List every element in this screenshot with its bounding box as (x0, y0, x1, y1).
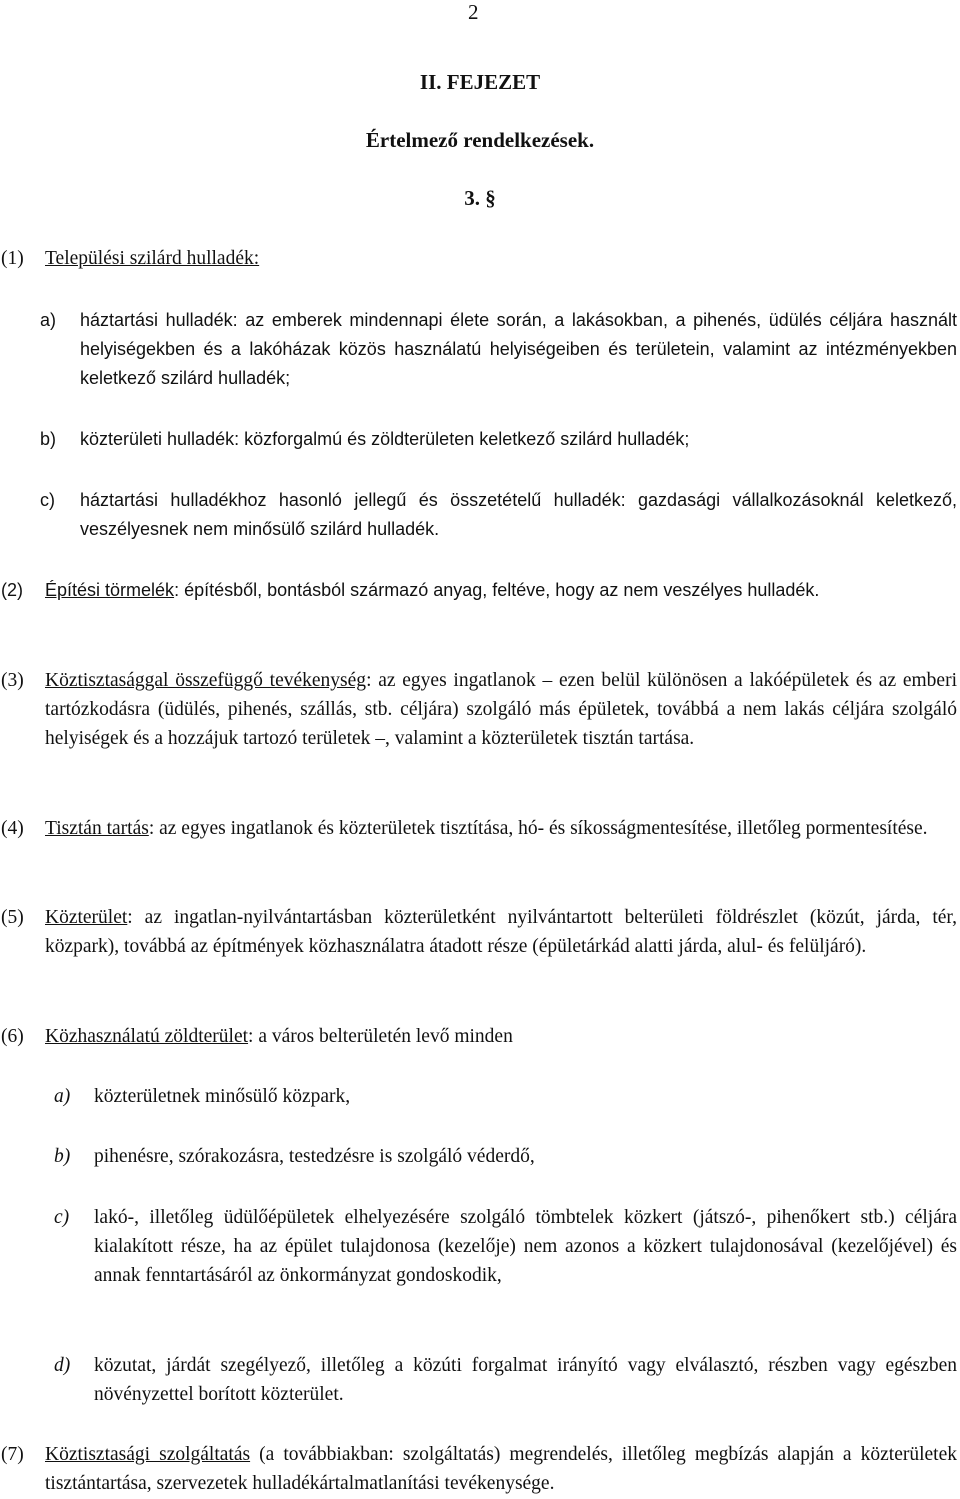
paragraph-6 (1, 1022, 957, 1051)
paragraph-number: (7) (1, 1444, 24, 1465)
paragraph-number: (5) (1, 907, 24, 928)
item-text: közterületi hulladék: közforgalmú és zöldterületen keletkező szilárd hulladék; (80, 429, 690, 449)
item-6b (54, 1142, 957, 1171)
page-number: 2 (468, 0, 479, 24)
paragraph-4 (1, 814, 957, 843)
item-text: lakó-, illetőleg üdülőépületek elhelyezésére szolgáló tömbtelek közkert (játszó-, pihenőkert stb.) céljára kialakított része, ha az épület tulajdonosa (kezelője) nem azonos a közkert tulajdonosával (kezelőjével) és annak fenntartásáról az önkormányzat gondoskodik, (94, 1207, 957, 1286)
paragraph-3 (1, 666, 957, 753)
paragraph-number: (2) (1, 580, 23, 600)
defined-term: Köztisztasággal összefüggő tevékenység (45, 670, 367, 691)
paragraph-text: (a továbbiakban: szolgáltatás) megrendelés, illetőleg megbízás alapján a közterületek tisztántartása, szervezetek hulladékártalmatlanítási tevékenysége. (45, 1444, 957, 1494)
item-1a (40, 306, 957, 393)
item-1b (40, 425, 957, 454)
defined-term: Közterület (45, 907, 128, 928)
item-text: közterületnek minősülő közpark, (94, 1086, 351, 1107)
item-6d (54, 1351, 957, 1409)
paragraph-2 (1, 576, 957, 605)
defined-term: Települési szilárd hulladék: (45, 248, 260, 269)
item-label: b) (40, 429, 57, 449)
paragraph-number: (3) (1, 670, 24, 691)
paragraph-5 (1, 903, 957, 961)
item-label: b) (54, 1146, 71, 1167)
paragraph-text: : építésből, bontásból származó anyag, feltéve, hogy az nem veszélyes hulladék. (174, 580, 820, 600)
paragraph-number: (6) (1, 1026, 24, 1047)
paragraph-text: : az egyes ingatlanok – ezen belül különösen a lakóépületek és az emberi tartózkodásra (üdülés, pihenés, szállás, stb. céljára) szolgáló más épületek, továbbá a nem lakás céljára szolgáló helyiségek és a hozzájuk tartozó területek –, valamint a közterületek tisztán tartása. (45, 670, 957, 749)
paragraph-text: : a város belterületén levő minden (248, 1026, 513, 1047)
item-6a (54, 1082, 957, 1111)
chapter-title: II. FEJEZET (419, 70, 541, 94)
paragraph-text: : az ingatlan-nyilvántartásban közterületként nyilvántartott belterületi földrészlet (közút, járda, tér, közpark), továbbá az építmények közhasználatra átadott része (épületárkád alatti járda, alul- és felüljáró). (45, 907, 957, 957)
item-text: pihenésre, szórakozásra, testedzésre is szolgáló véderdő, (94, 1146, 535, 1167)
paragraph-7 (1, 1440, 957, 1498)
item-label: d) (54, 1355, 71, 1376)
defined-term: Köztisztasági szolgáltatás (45, 1444, 251, 1465)
section-title: Értelmező rendelkezések. (365, 128, 595, 152)
defined-term: Építési törmelék (45, 580, 175, 600)
paragraph-number: (4) (1, 818, 24, 839)
item-text: háztartási hulladékhoz hasonló jellegű és összetételű hulladék: gazdasági vállalkozásoknál keletkező, veszélyesnek nem minősülő szilárd hulladék. (80, 490, 957, 539)
item-text: közutat, járdát szegélyező, illetőleg a közúti forgalmat irányító vagy elválasztó, részben vagy egészben növényzettel borított közterület. (94, 1355, 957, 1405)
item-1c (40, 486, 957, 544)
item-label: c) (54, 1207, 70, 1228)
item-label: c) (40, 490, 55, 510)
defined-term: Közhasználatú zöldterület (45, 1026, 249, 1047)
section-number: 3. § (464, 186, 496, 210)
item-6c (54, 1203, 957, 1290)
item-text: háztartási hulladék: az emberek mindennapi élete során, a lakásokban, a pihenés, üdülés céljára használt helyiségekben és a lakóházak közös használatú helyiségeiben és területein, valamint az intézményekben keletkező szilárd hulladék; (80, 310, 957, 388)
paragraph-text: : az egyes ingatlanok és közterületek tisztítása, hó- és síkosságmentesítése, illetőleg pormentesítése. (148, 818, 928, 839)
paragraph-1 (1, 244, 957, 273)
item-label: a) (54, 1086, 71, 1107)
defined-term: Tisztán tartás (45, 818, 149, 839)
item-label: a) (40, 310, 57, 330)
paragraph-number: (1) (1, 248, 24, 269)
